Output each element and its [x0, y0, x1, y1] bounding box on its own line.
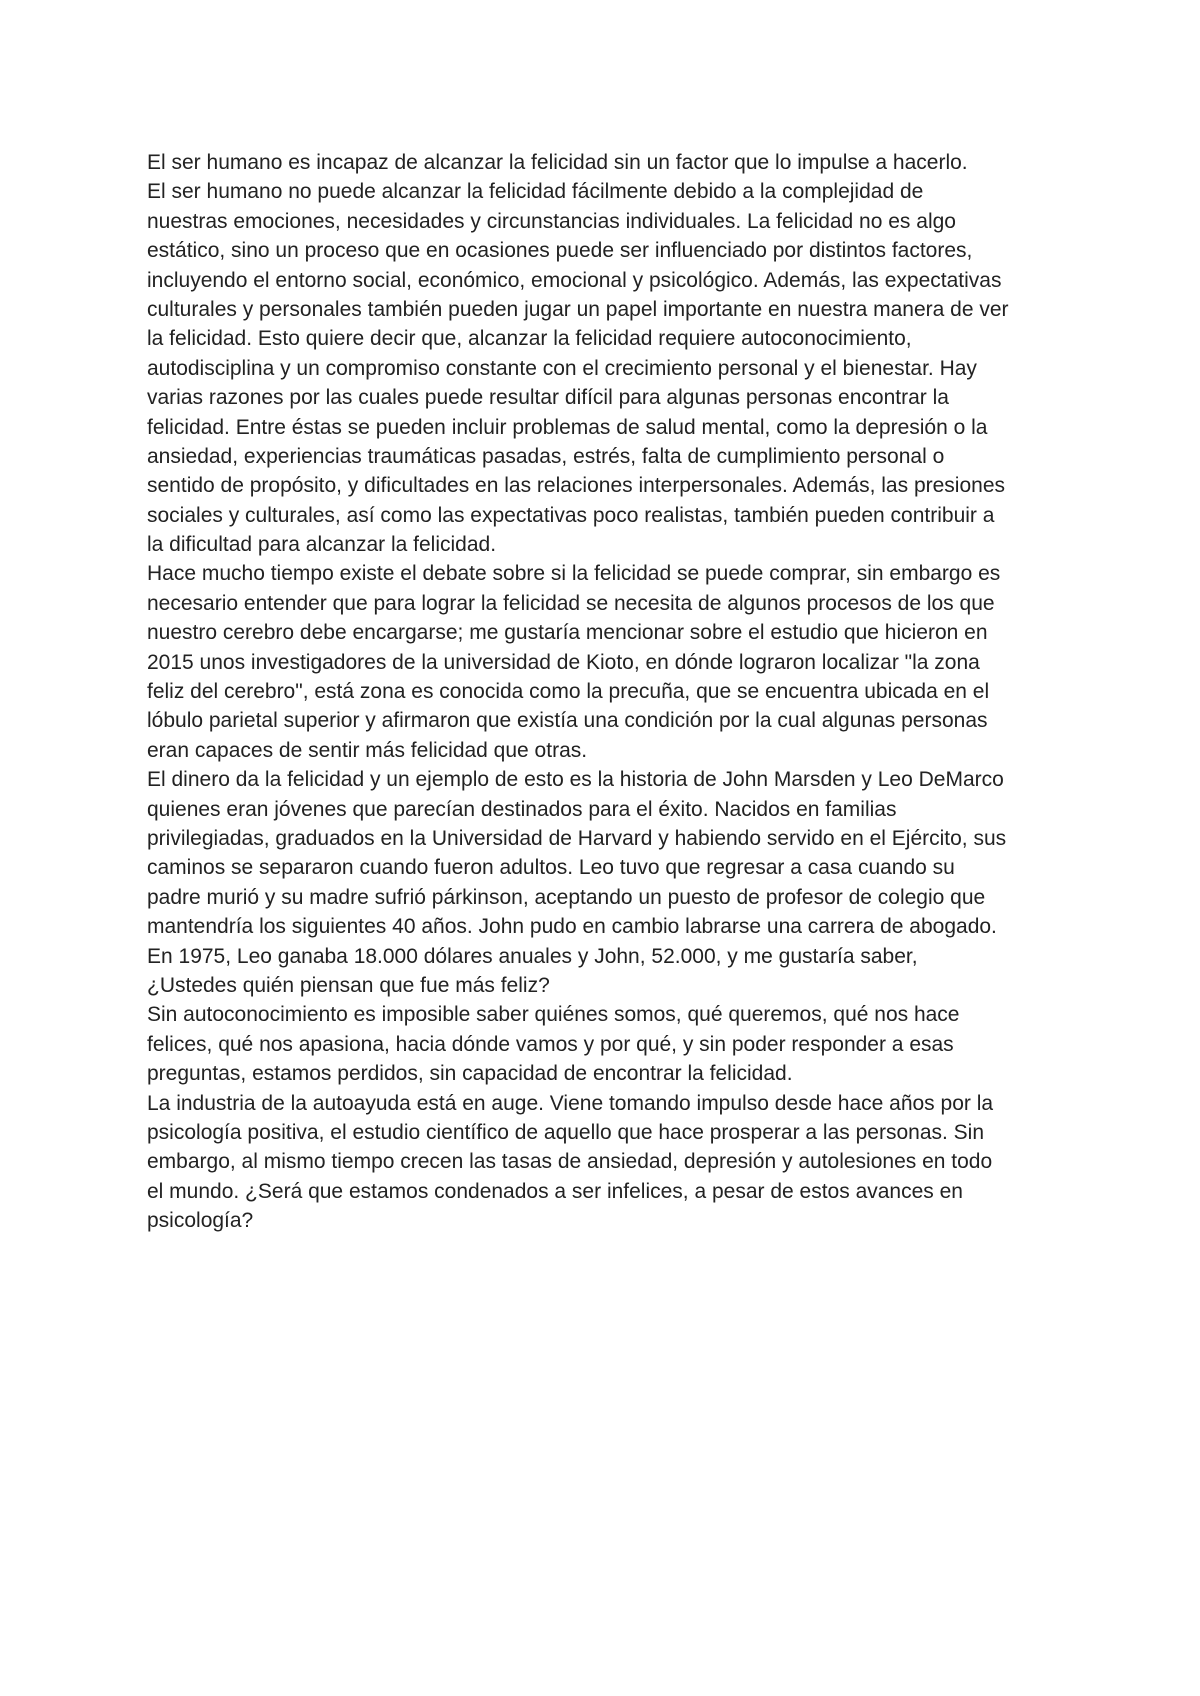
- text-line: la felicidad. Esto quiere decir que, alcanzar la felicidad requiere autoconocimiento,: [147, 327, 912, 351]
- document-body: [147, 148, 1077, 1235]
- text-line: caminos se separaron cuando fueron adultos. Leo tuvo que regresar a casa cuando su: [147, 856, 955, 880]
- text-line: psicología positiva, el estudio científico de aquello que hace prosperar a las personas. Sin: [147, 1120, 985, 1144]
- text-line: nuestro cerebro debe encargarse; me gustaría mencionar sobre el estudio que hicieron en: [147, 621, 988, 645]
- text-line: quienes eran jóvenes que parecían destinados para el éxito. Nacidos en familias: [147, 797, 897, 821]
- text-line: la dificultad para alcanzar la felicidad.: [147, 533, 497, 557]
- text-line: psicología?: [147, 1209, 254, 1233]
- text-line: felicidad. Entre éstas se pueden incluir problemas de salud mental, como la depresión o la: [147, 415, 988, 439]
- text-line: culturales y personales también pueden jugar un papel importante en nuestra manera de ver: [147, 297, 1009, 321]
- text-line: felices, qué nos apasiona, hacia dónde vamos y por qué, y sin poder responder a esas: [147, 1032, 954, 1056]
- text-line: necesario entender que para lograr la felicidad se necesita de algunos procesos de los que: [147, 591, 995, 615]
- text-line: nuestras emociones, necesidades y circunstancias individuales. La felicidad no es algo: [147, 209, 956, 233]
- text-line: El dinero da la felicidad y un ejemplo de esto es la historia de John Marsden y Leo DeMarco: [147, 768, 1004, 792]
- text-line: ansiedad, experiencias traumáticas pasadas, estrés, falta de cumplimiento personal o: [147, 444, 945, 468]
- text-line: incluyendo el entorno social, económico, emocional y psicológico. Además, las expectativas: [147, 268, 1002, 292]
- text-line: embargo, al mismo tiempo crecen las tasas de ansiedad, depresión y autolesiones en todo: [147, 1150, 993, 1174]
- text-line: sentido de propósito, y dificultades en las relaciones interpersonales. Además, las presiones: [147, 474, 1005, 498]
- text-line: En 1975, Leo ganaba 18.000 dólares anuales y John, 52.000, y me gustaría saber,: [147, 944, 918, 968]
- text-line: lóbulo parietal superior y afirmaron que existía una condición por la cual algunas personas: [147, 709, 988, 733]
- text-line: 2015 unos investigadores de la universidad de Kioto, en dónde lograron localizar "la zona: [147, 650, 980, 674]
- text-line: Sin autoconocimiento es imposible saber quiénes somos, qué queremos, qué nos hace: [147, 1003, 960, 1027]
- text-line: El ser humano es incapaz de alcanzar la felicidad sin un factor que lo impulse a hacerlo.: [147, 151, 968, 174]
- text-line: padre murió y su madre sufrió párkinson, aceptando un puesto de profesor de colegio que: [147, 885, 986, 909]
- text-line: varias razones por las cuales puede resultar difícil para algunas personas encontrar la: [147, 386, 949, 410]
- text-line: El ser humano no puede alcanzar la felicidad fácilmente debido a la complejidad de: [147, 180, 924, 204]
- text-line: ¿Ustedes quién piensan que fue más feliz?: [147, 973, 550, 997]
- text-line: estático, sino un proceso que en ocasiones puede ser influenciado por distintos factores,: [147, 239, 973, 263]
- text-line: La industria de la autoayuda está en auge. Viene tomando impulso desde hace años por la: [147, 1091, 994, 1115]
- text-line: mantendría los siguientes 40 años. John pudo en cambio labrarse una carrera de abogado.: [147, 915, 997, 939]
- text-line: preguntas, estamos perdidos, sin capacidad de encontrar la felicidad.: [147, 1062, 793, 1086]
- text-line: el mundo. ¿Será que estamos condenados a ser infelices, a pesar de estos avances en: [147, 1179, 963, 1203]
- text-line: Hace mucho tiempo existe el debate sobre si la felicidad se puede comprar, sin embargo es: [147, 562, 1001, 586]
- text-line: privilegiadas, graduados en la Universidad de Harvard y habiendo servido en el Ejército, sus: [147, 826, 1007, 850]
- text-line: autodisciplina y un compromiso constante con el crecimiento personal y el bienestar. Hay: [147, 356, 977, 380]
- text-line: sociales y culturales, así como las expectativas poco realistas, también pueden contribuir a: [147, 503, 995, 527]
- text-line: feliz del cerebro", está zona es conocida como la precuña, que se encuentra ubicada en el: [147, 680, 990, 704]
- text-line: eran capaces de sentir más felicidad que otras.: [147, 738, 588, 762]
